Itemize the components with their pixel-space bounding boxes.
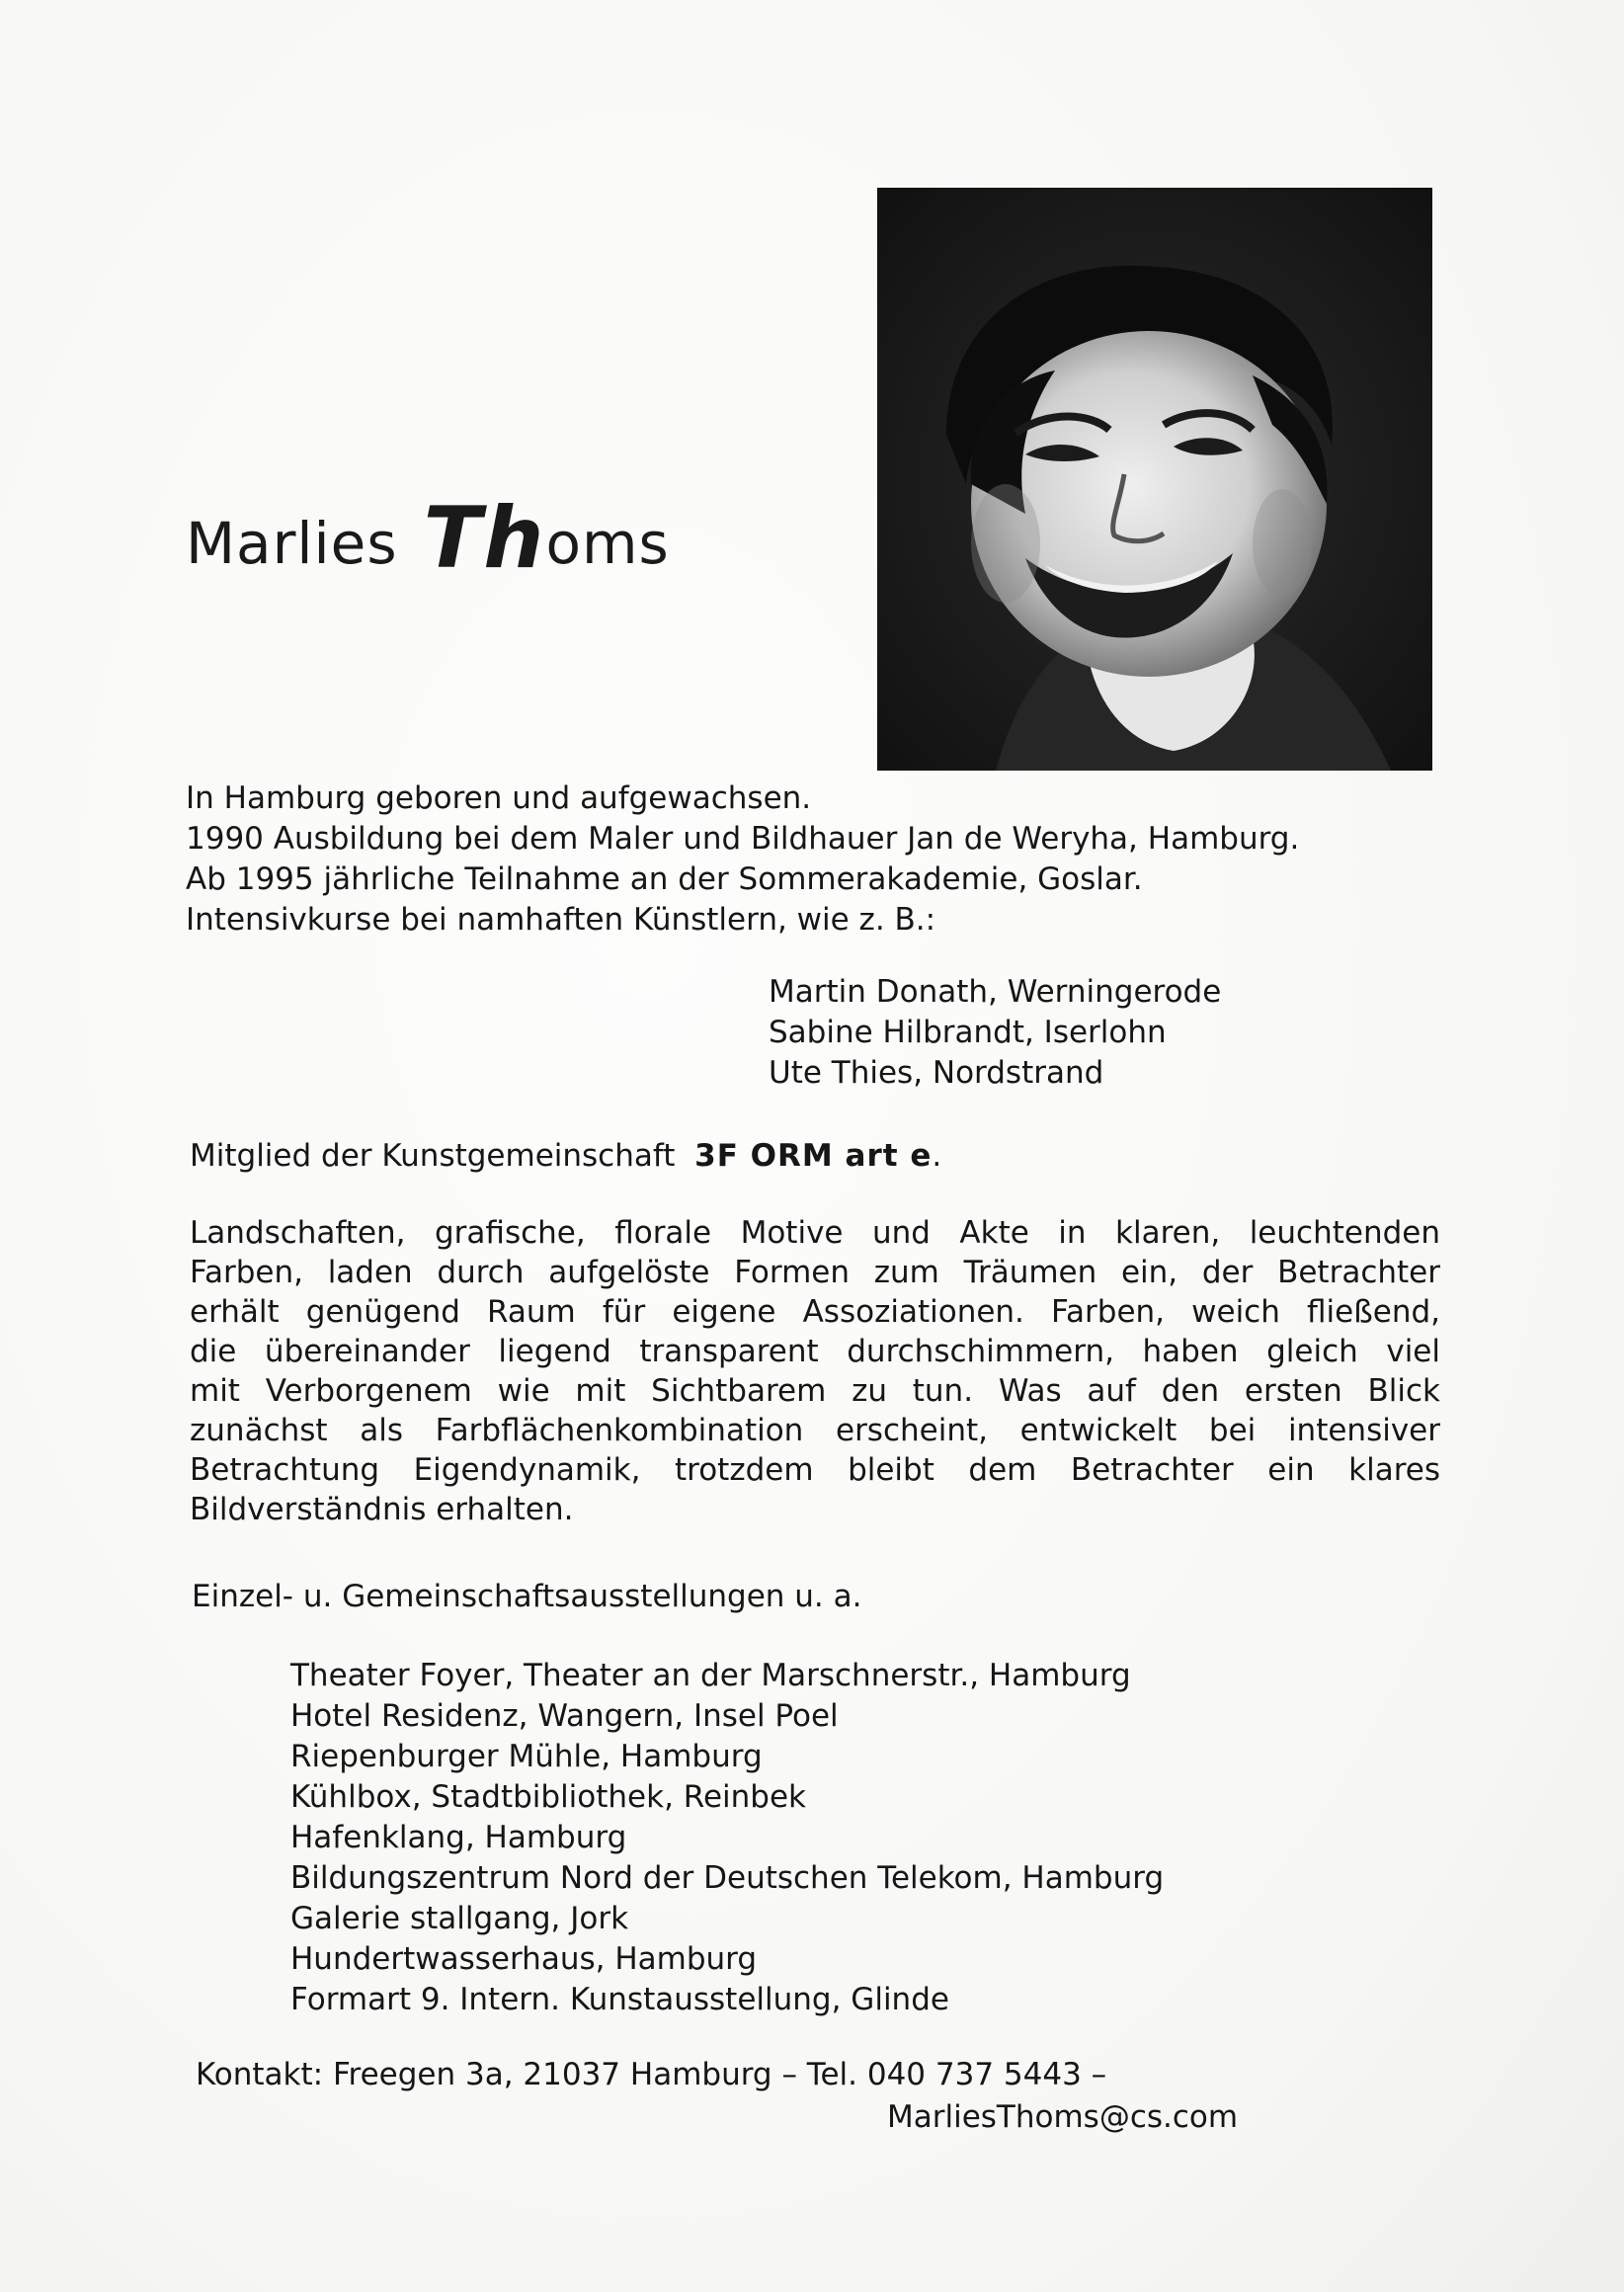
exhibition-item: Kühlbox, Stadtbibliothek, Reinbek [290,1779,806,1815]
contact-line: Kontakt: Freegen 3a, 21037 Hamburg – Tel. 040 737 5443 – [196,2057,1107,2092]
membership-line [190,1136,941,1177]
description-line: Landschaften, grafische, florale Motive und Akte in klaren, leuchtenden [190,1215,1440,1251]
title-first-name: Marlies [186,510,398,577]
intro-paragraph [186,778,1299,941]
portrait-photo [877,188,1432,771]
exhibition-item: Bildungszentrum Nord der Deutschen Telekom, Hamburg [290,1860,1165,1896]
title-last-name-emphasis: Th [423,489,546,588]
exhibitions-list [290,1656,1164,2020]
description-line: erhält genügend Raum für eigene Assoziationen. Farben, weich fließend, [190,1294,1440,1330]
exhibition-item: Galerie stallgang, Jork [290,1901,629,1936]
exhibition-item: Hotel Residenz, Wangern, Insel Poel [290,1698,839,1734]
description-line: die übereinander liegend transparent durchschimmern, haben gleich viel [190,1334,1440,1369]
exhibition-item: Hafenklang, Hamburg [290,1820,627,1855]
title-last-name-rest: oms [545,510,670,577]
contact-email[interactable]: MarliesThoms@cs.com [887,2099,1239,2135]
teachers-list [769,972,1221,1094]
teacher-item: Ute Thies, Nordstrand [769,1055,1104,1091]
portrait-image [877,188,1432,771]
page-title [186,489,670,588]
membership-period: . [932,1138,942,1174]
intro-line: In Hamburg geboren und aufgewachsen. [186,780,812,816]
description-line: Farben, laden durch aufgelöste Formen zum Träumen ein, der Betrachter [190,1255,1440,1290]
teacher-item: Martin Donath, Werningerode [769,974,1222,1010]
description-line: mit Verborgenem wie mit Sichtbarem zu tun. Was auf den ersten Blick [190,1373,1440,1409]
exhibition-item: Hundertwasserhaus, Hamburg [290,1941,758,1977]
exhibition-item: Theater Foyer, Theater an der Marschnerstr., Hamburg [290,1658,1131,1693]
description-line: Betrachtung Eigendynamik, trotzdem bleibt dem Betrachter ein klares [190,1452,1440,1488]
exhibition-item: Formart 9. Intern. Kunstausstellung, Glinde [290,1982,949,2017]
intro-line: Ab 1995 jährliche Teilnahme an der Sommerakademie, Goslar. [186,861,1143,897]
description-line: zunächst als Farbflächenkombination erscheint, entwickelt bei intensiver [190,1413,1440,1448]
membership-group: 3F ORM art e [694,1138,933,1174]
membership-text: Mitglied der Kunstgemeinschaft [190,1138,676,1174]
intro-line: 1990 Ausbildung bei dem Maler und Bildhauer Jan de Weryha, Hamburg. [186,821,1300,857]
teacher-item: Sabine Hilbrandt, Iserlohn [769,1015,1167,1050]
intro-line: Intensivkurse bei namhaften Künstlern, wie z. B.: [186,902,936,938]
description-paragraph [190,1213,1440,1529]
exhibitions-heading: Einzel- u. Gemeinschaftsausstellungen u. a. [192,1579,862,1614]
description-line: Bildverständnis erhalten. [190,1492,574,1527]
exhibition-item: Riepenburger Mühle, Hamburg [290,1739,763,1774]
